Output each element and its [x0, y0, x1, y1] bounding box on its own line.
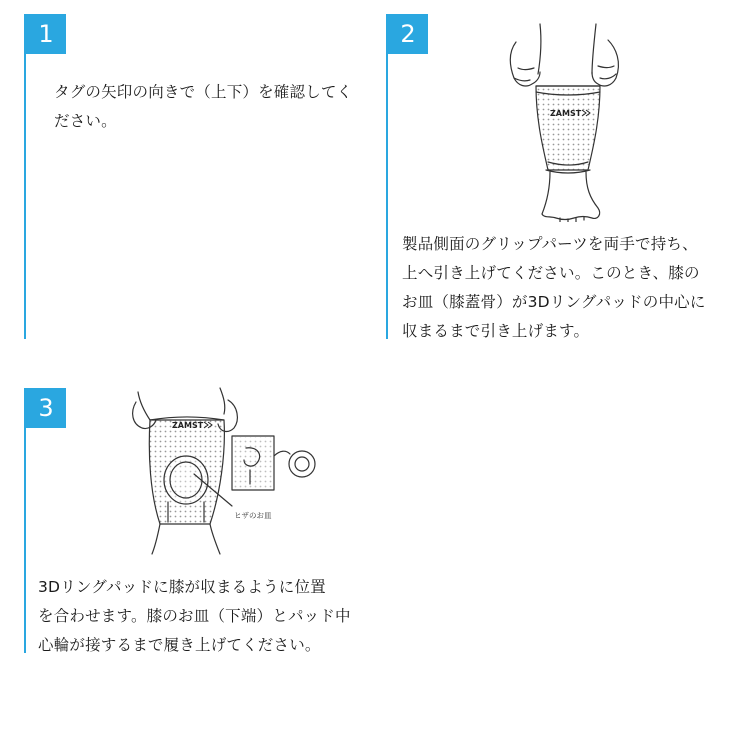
step-number-badge: 1 [26, 14, 66, 54]
step-accent-line [24, 14, 26, 339]
step-2 [386, 14, 736, 339]
step-1 [24, 14, 364, 339]
brand-label: ZAMST [172, 421, 204, 430]
step-instruction-text: 3Dリングパッドに膝が収まるように位置 を合わせます。膝のお皿（下端）とパッド中 心輪が接するまで履き上げてください。 [38, 578, 351, 654]
step-instruction-text: タグの矢印の向きで（上下）を確認してく ださい。 [54, 83, 353, 130]
leg-sleeve-illustration [496, 22, 696, 222]
step-3 [24, 388, 364, 653]
step-instruction-text: 製品側面のグリップパーツを両手で持ち、 上へ引き上げてください。このとき、膝の お皿（膝蓋骨）が3Dリングパッドの中心に 収まるまで引き上げます。 [402, 235, 706, 340]
step-number-badge: 2 [388, 14, 428, 54]
step-number-badge: 3 [26, 388, 66, 428]
step-accent-line [386, 14, 388, 339]
knee-pad-illustration [128, 384, 328, 559]
brand-label: ZAMST [550, 109, 582, 118]
callout-label: ヒザのお皿 [234, 511, 272, 520]
